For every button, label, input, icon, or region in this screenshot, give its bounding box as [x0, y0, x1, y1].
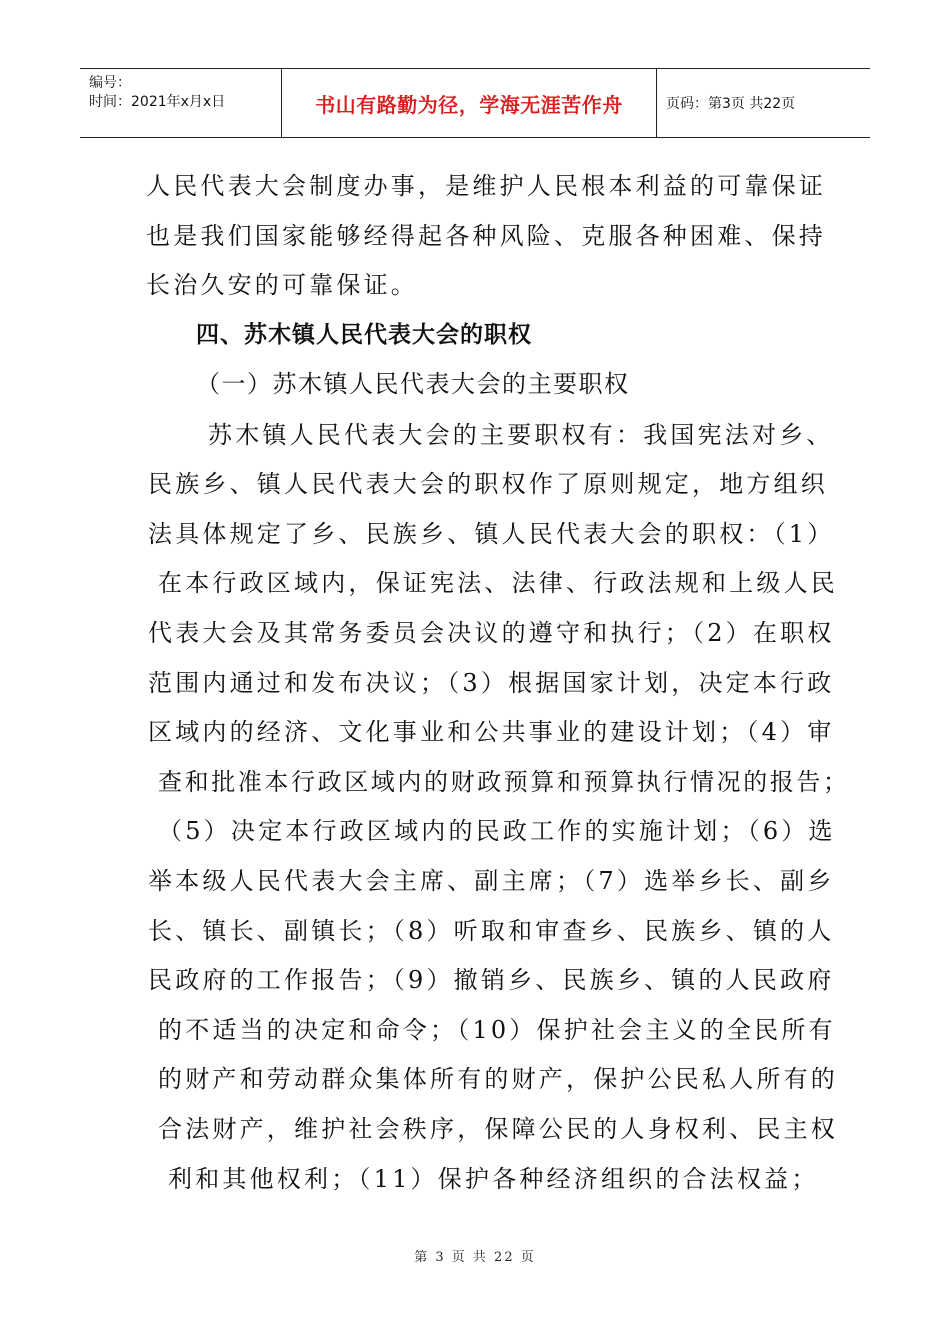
body-line: 在本行政区域内，保证宪法、法律、行政法规和上级人民	[158, 569, 838, 597]
body-line: 人民代表大会制度办事，是维护人民根本利益的可靠保证	[146, 172, 826, 200]
page-footer: 第 3 页 共 22 页	[414, 1250, 536, 1265]
header-page-info: 页码：第3页 共22页	[666, 96, 796, 112]
body-line: 举本级人民代表大会主席、副主席；（7）选举乡长、副乡	[148, 867, 835, 895]
body-line: 民族乡、镇人民代表大会的职权作了原则规定，地方组织	[148, 470, 828, 498]
body-line: 长治久安的可靠保证。	[146, 271, 418, 299]
body-line: 的不适当的决定和命令；（10）保护社会主义的全民所有	[158, 1016, 836, 1044]
body-line: 范围内通过和发布决议；（3）根据国家计划，决定本行政	[148, 669, 835, 697]
body-line: 的财产和劳动群众集体所有的财产，保护公民私人所有的	[158, 1065, 838, 1093]
body-line: 合法财产，维护社会秩序，保障公民的人身权利、民主权	[158, 1115, 838, 1143]
subsection-heading: （一）苏木镇人民代表大会的主要职权	[196, 370, 630, 398]
header-meta	[80, 69, 282, 137]
document-number-label: 编号：	[89, 75, 131, 91]
body-line: （5）决定本行政区域内的民政工作的实施计划；（6）选	[158, 817, 836, 845]
body-line: 查和批准本行政区域内的财政预算和预算执行情况的报告；	[158, 768, 850, 796]
header-motto: 书山有路勤为径，学海无涯苦作舟	[282, 69, 657, 137]
body-line: 区域内的经济、文化事业和公共事业的建设计划；（4）审	[148, 718, 835, 746]
body-line: 也是我们国家能够经得起各种风险、克服各种困难、保持	[146, 222, 826, 250]
page-header	[80, 68, 870, 138]
body-line: 代表大会及其常务委员会决议的遵守和执行；（2）在职权	[148, 619, 835, 647]
document-time-label: 时间：2021年x月x日	[89, 94, 226, 110]
section-heading: 四、苏木镇人民代表大会的职权	[196, 322, 532, 348]
body-line: 苏木镇人民代表大会的主要职权有：我国宪法对乡、	[208, 421, 834, 449]
body-line: 长、镇长、副镇长；（8）听取和审查乡、民族乡、镇的人	[148, 917, 835, 945]
body-line: 利和其他权利；（11）保护各种经济组织的合法权益；	[168, 1165, 819, 1193]
body-line: 民政府的工作报告；（9）撤销乡、民族乡、镇的人民政府	[148, 966, 835, 994]
body-line: 法具体规定了乡、民族乡、镇人民代表大会的职权：（1）	[148, 520, 835, 548]
